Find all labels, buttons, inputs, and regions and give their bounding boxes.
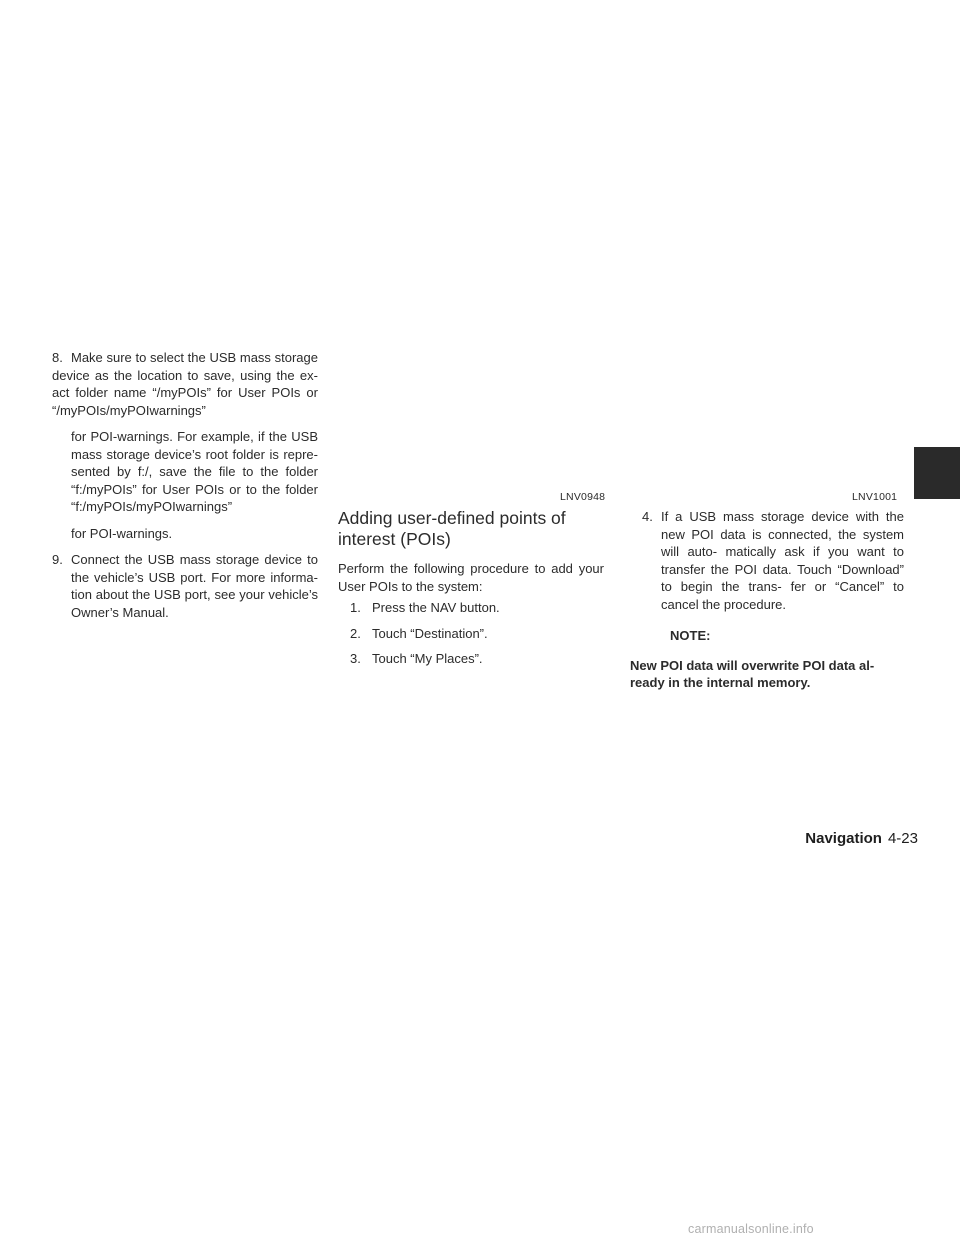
- page-footer: [805, 830, 918, 847]
- list-number: 3.: [350, 651, 361, 666]
- list-number: 4.: [642, 509, 653, 524]
- step-list: [338, 599, 604, 668]
- middle-column: [338, 508, 604, 668]
- list-text: [52, 349, 318, 419]
- list-item-8: [52, 349, 318, 419]
- list-item-4: [630, 508, 904, 613]
- list-text: Touch “Destination”.: [372, 625, 488, 641]
- footer-section: Navigation: [805, 830, 882, 847]
- paragraph: for POI-warnings.: [71, 525, 173, 541]
- note-text: New POI data will overwrite POI data al- ready in the internal memory.: [630, 657, 875, 690]
- list-item-4-text: If a USB mass storage device with the new POI data is connected, the system will auto- matically ask if you want to transfer the POI data. Touch “Download” to begin the trans- fer or “Cancel” to cancel the procedure.: [661, 509, 904, 612]
- list-text: Touch “My Places”.: [372, 651, 483, 666]
- page-number: 4-23: [887, 830, 918, 847]
- list-number: 2.: [350, 625, 361, 641]
- figure-label: LNV0948: [560, 491, 606, 503]
- list-item: [338, 650, 604, 668]
- list-item-8-text: Make sure to select the USB mass storage device as the location to save, using the ex- act folder name “/myPOIs” for User POIs or “/myPOIs/myPOIwarnings”: [52, 350, 318, 418]
- left-column: [52, 349, 318, 621]
- list-number: 8.: [52, 350, 63, 365]
- list-item-9-text: Connect the USB mass storage device to the vehicle’s USB port. For more informa- tion about the USB port, see your vehicle’s Owner’s Manual.: [71, 552, 318, 620]
- watermark: carmanualsonline.info: [688, 1222, 814, 1236]
- paragraph: for POI-warnings. For example, if the USB mass storage device’s root folder is repre- sented by f:/, save the file to the folder “f:/myPOIs” for User POIs or to the folder “f:/myPOIs/myPOIwarnings”: [71, 429, 318, 514]
- list-number: 1.: [350, 600, 361, 615]
- section-heading: Adding user-defined points of interest (POIs): [338, 508, 566, 549]
- list-item: [338, 625, 604, 643]
- list-item: [338, 599, 604, 617]
- right-column: [630, 508, 904, 692]
- list-item-9: [52, 551, 318, 621]
- section-tab: [914, 447, 960, 499]
- figure-label: LNV1001: [852, 491, 898, 503]
- intro-paragraph: Perform the following procedure to add your User POIs to the system:: [338, 561, 604, 594]
- list-text: Press the NAV button.: [372, 600, 500, 615]
- list-number: 9.: [52, 552, 63, 567]
- note-heading: NOTE:: [670, 628, 711, 643]
